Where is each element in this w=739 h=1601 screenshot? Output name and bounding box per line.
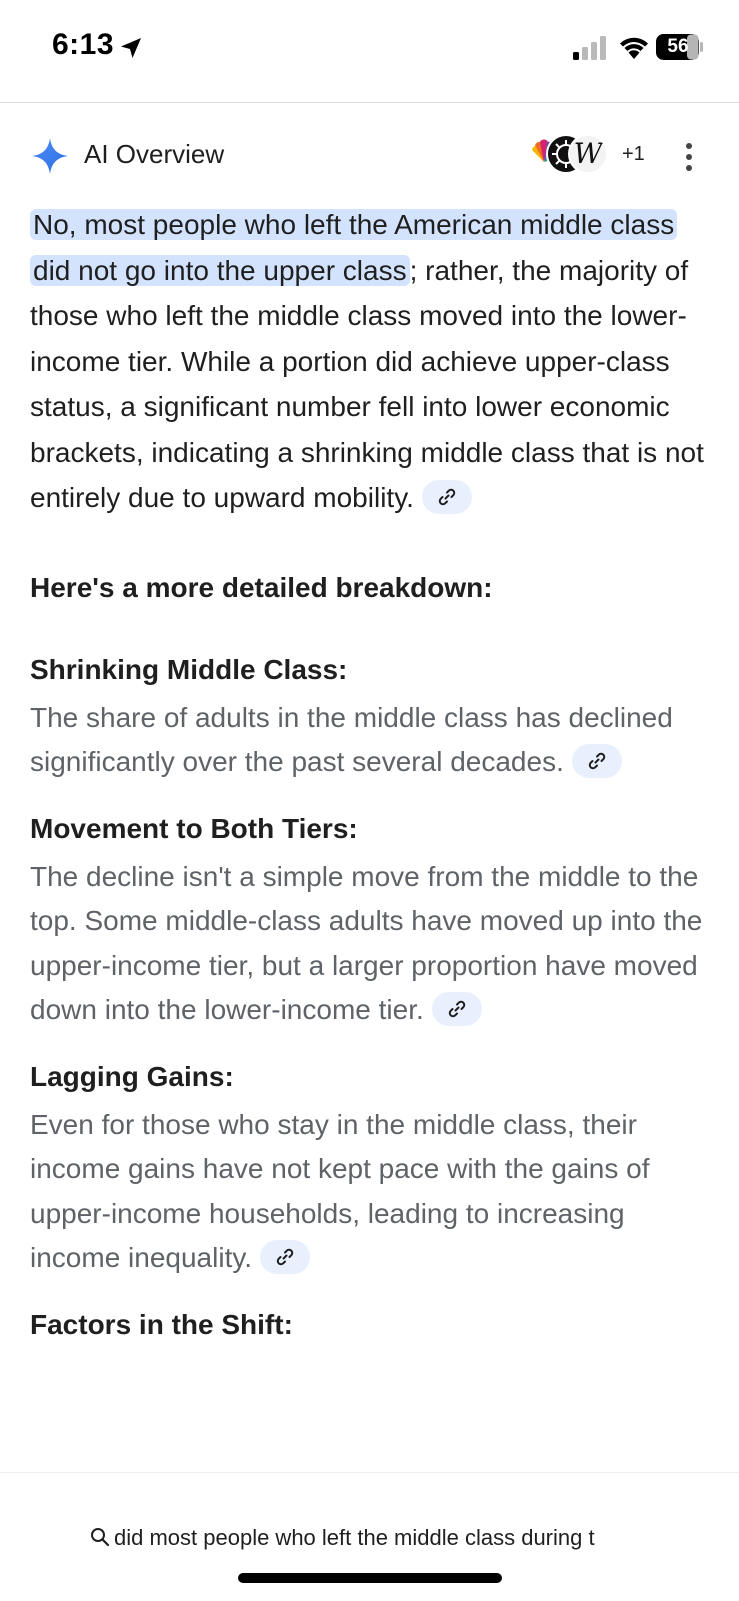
overview-content — [30, 202, 712, 1345]
source-avatars[interactable] — [524, 134, 624, 178]
item-text — [30, 696, 712, 785]
item-text — [30, 1103, 712, 1281]
list-item — [30, 1057, 712, 1281]
wifi-icon — [618, 34, 650, 60]
item-title: Shrinking Middle Class: — [30, 653, 348, 685]
citation-link-button[interactable] — [422, 480, 472, 514]
gemini-sparkle-icon — [30, 136, 70, 176]
item-text — [30, 855, 712, 1033]
item-text-content: The decline isn't a simple move from the middle to the top. Some middle-class adults have moved up into the upper-income tier, but a larger proportion have moved down into the lower-income tier. — [30, 860, 703, 1025]
item-text-content: The share of adults in the middle class has declined significantly over the past several decades. — [30, 701, 673, 777]
link-icon — [447, 999, 467, 1019]
ai-overview-title: AI Overview — [84, 139, 225, 169]
search-query-text: did most people who left the middle class during t — [114, 1525, 595, 1550]
link-icon — [587, 751, 607, 771]
top-divider — [0, 102, 739, 103]
link-icon — [437, 487, 457, 507]
list-item — [30, 809, 712, 1033]
highlighted-answer: No, most people who left the American middle class did not go into the upper class — [30, 209, 677, 286]
citation-link-button[interactable] — [572, 744, 622, 778]
search-icon — [90, 1527, 110, 1547]
citation-link-button[interactable] — [432, 992, 482, 1026]
item-text-content: Even for those who stay in the middle class, their income gains have not kept pace with the gains of upper-income households, leading to increasing income inequality. — [30, 1108, 650, 1273]
list-item — [30, 650, 712, 785]
wikipedia-icon[interactable]: W — [568, 134, 608, 174]
battery-level: 56 — [667, 36, 689, 57]
status-bar — [0, 0, 739, 100]
search-query-pill[interactable] — [90, 1525, 650, 1551]
text-fade — [610, 1525, 650, 1551]
citation-link-button[interactable] — [260, 1240, 310, 1274]
source-count[interactable]: +1 — [622, 143, 645, 165]
overview-lead — [30, 202, 712, 521]
item-title: Movement to Both Tiers: — [30, 812, 358, 844]
list-item — [30, 1305, 712, 1345]
cellular-signal-icon — [573, 36, 607, 60]
breakdown-heading: Here's a more detailed breakdown: — [30, 571, 493, 603]
home-indicator[interactable] — [238, 1573, 502, 1583]
item-title: Lagging Gains: — [30, 1060, 234, 1092]
overview-rest: ; rather, the majority of those who left the middle class moved into the lower-income tier. While a portion did achieve upper-class status, a significant number fell into lower economic brackets, indicating a shrinking middle class that is not entirely due to upward mobility. — [30, 254, 704, 513]
more-options-icon[interactable] — [684, 142, 694, 172]
link-icon — [275, 1247, 295, 1267]
location-arrow-icon — [119, 36, 143, 60]
status-time: 6:13 — [52, 28, 115, 61]
item-title: Factors in the Shift: — [30, 1308, 293, 1340]
